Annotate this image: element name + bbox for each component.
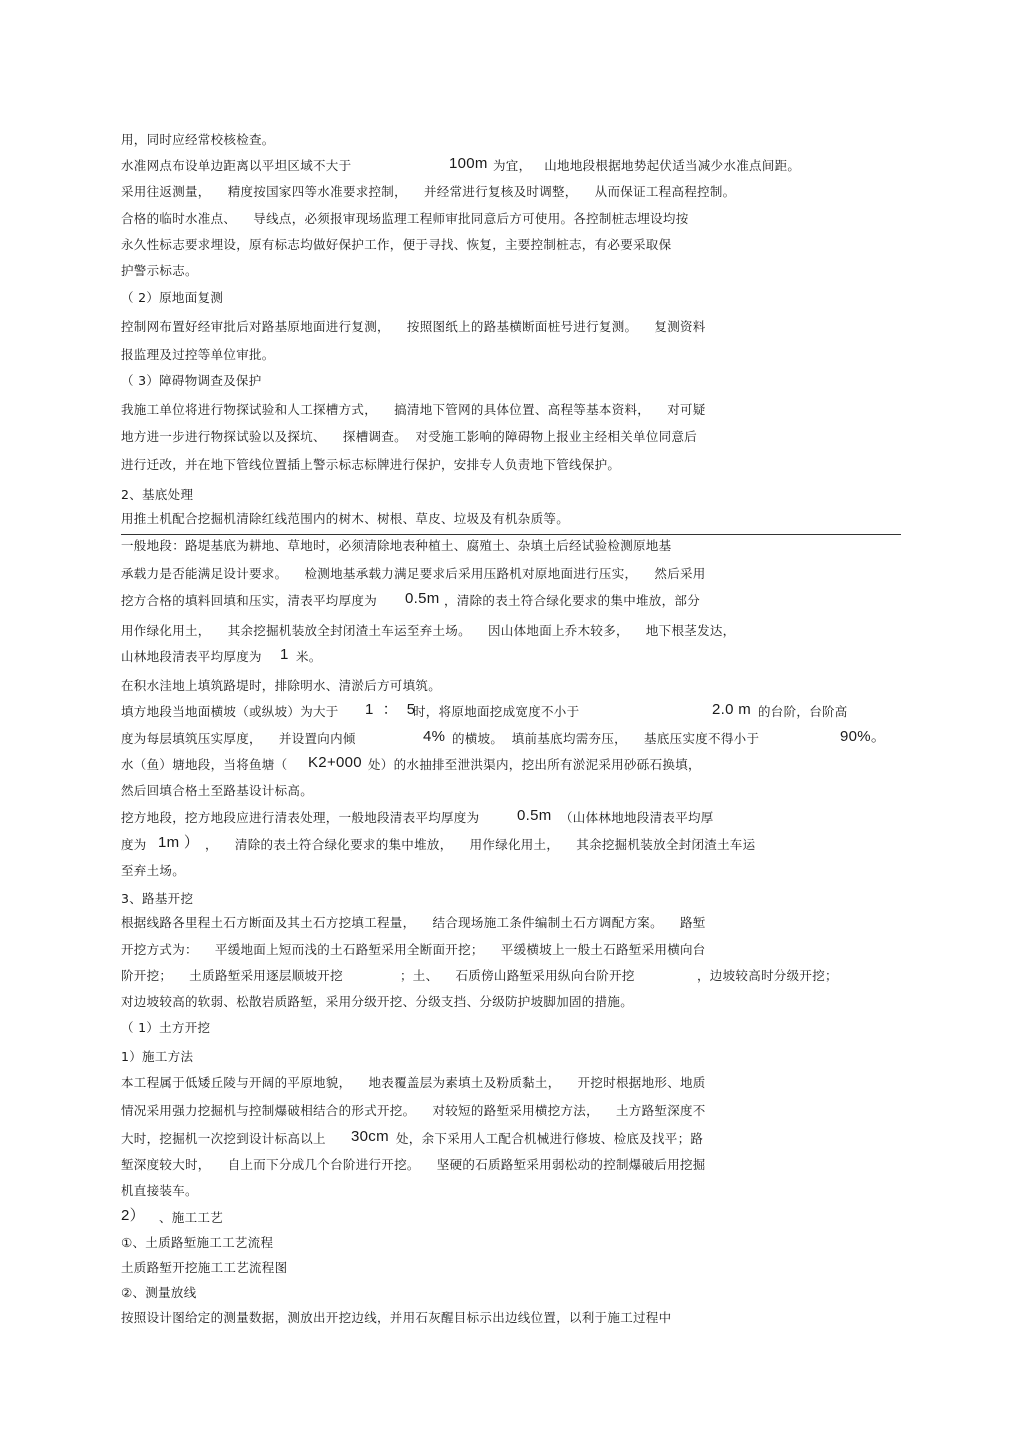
text-line-value: 4%	[423, 728, 446, 745]
text-line: ， 清除的表土符合绿化要求的集中堆放， 用作绿化用土， 其余挖掘机装放全封闭渣土车运	[205, 837, 756, 852]
text-line: 阶开挖； 土质路堑采用逐层顺坡开挖	[121, 968, 343, 983]
text-line: 填方地段当地面横坡（或纵坡）为大于	[121, 704, 339, 719]
text-line: 至弃土场。	[121, 863, 186, 878]
text-line: 山林地段清表平均厚度为	[121, 649, 262, 664]
text-line-value: 100m	[449, 155, 488, 172]
text-line: 度为每层填筑压实厚度， 并设置向内倾	[121, 731, 356, 746]
text-line: 用推土机配合挖掘机清除红线范围内的树木、树根、草皮、垃圾及有机杂质等。	[121, 511, 570, 526]
text-line: 用，同时应经常校核检查。	[121, 132, 275, 147]
text-line: 在积水洼地上填筑路堤时，排除明水、清淤后方可填筑。	[121, 678, 442, 693]
text-line: 土质路堑开挖施工工艺流程图	[121, 1260, 288, 1275]
text-line-value: 90%。	[840, 728, 887, 745]
text-line: 的台阶，台阶高	[758, 704, 848, 719]
text-line: 报监理及过控等单位审批。	[121, 347, 275, 362]
text-line: 地方进一步进行物探试验以及探坑、 探槽调查。 对受施工影响的障碍物上报业主经相关单位同意后	[121, 429, 698, 444]
text-line: ，边坡较高时分级开挖；	[697, 968, 838, 983]
section-heading: 1）施工方法	[121, 1049, 194, 1064]
text-line: 对边坡较高的软弱、松散岩质路堑，采用分级开挖、分级支挡、分级防护坡脚加固的措施。	[121, 994, 634, 1009]
text-line: 情况采用强力挖掘机与控制爆破相结合的形式开挖。 对较短的路堑采用横挖方法， 土方路堑深度不	[121, 1103, 706, 1118]
text-line-value: 30cm	[351, 1128, 389, 1145]
text-line: 一般地段：路堤基底为耕地、草地时，必须清除地表种植土、腐殖土、杂填土后经试验检测原地基	[121, 538, 672, 553]
text-line: 承载力是否能满足设计要求。 检测地基承载力满足要求后采用压路机对原地面进行压实， 然后采用	[121, 566, 706, 581]
section-heading: （ 3）障碍物调查及保护	[121, 373, 262, 388]
text-line-value: 0.5m	[517, 807, 552, 824]
text-line: 的横坡。 填前基底均需夯压， 基底压实度不得小于	[452, 731, 760, 746]
text-line: 我施工单位将进行物探试验和人工探槽方式， 搞清地下管网的具体位置、高程等基本资料， 对可疑	[121, 402, 706, 417]
text-line: 本工程属于低矮丘陵与开阔的平原地貌， 地表覆盖层为素填土及粉质黏土， 开挖时根据地形、地质	[121, 1075, 706, 1090]
text-line-value: 0.5m	[405, 590, 440, 607]
text-line: 按照设计图给定的测量数据，测放出开挖边线，并用石灰醒目标示出边线位置，以利于施工过程中	[121, 1310, 672, 1325]
text-line: 为宜， 山地地段根据地势起伏适当减少水准点间距。	[493, 158, 801, 173]
text-line: ；土、 石质傍山路堑采用纵向台阶开挖	[400, 968, 635, 983]
text-line: 用作绿化用土， 其余挖掘机装放全封闭渣土车运至弃土场。 因山体地面上乔木较多， 地下根茎发达，	[121, 623, 736, 638]
text-line-value: K2+000	[308, 754, 362, 771]
text-line: 大时，挖掘机一次挖到设计标高以上	[121, 1131, 326, 1146]
text-line: ，清除的表土符合绿化要求的集中堆放，部分	[444, 593, 701, 608]
text-line: 进行迁改，并在地下管线位置插上警示标志标牌进行保护，安排专人负责地下管线保护。	[121, 457, 621, 472]
text-line: ①、土质路堑施工工艺流程	[121, 1235, 274, 1250]
text-line: 时，将原地面挖成宽度不小于	[413, 704, 580, 719]
text-line: 水准网点布设单边距离以平坦区域不大于	[121, 158, 352, 173]
text-line-value: 1	[280, 646, 289, 663]
section-heading-number: 2）	[121, 1207, 145, 1224]
text-line: 合格的临时水准点、 导线点，必须报审现场监理工程师审批同意后方可使用。各控制桩志埋设均按	[121, 211, 689, 226]
text-line: 然后回填合格土至路基设计标高。	[121, 783, 314, 798]
section-heading: （ 2）原地面复测	[121, 290, 224, 305]
text-line: 堑深度较大时， 自上而下分成几个台阶进行开挖。 坚硬的石质路堑采用弱松动的控制爆破后用挖掘	[121, 1157, 706, 1172]
text-line: 米。	[296, 649, 322, 664]
text-line: 挖方合格的填料回填和压实，清表平均厚度为	[121, 593, 378, 608]
horizontal-divider	[121, 534, 901, 535]
text-line: （山体林地地段清表平均厚	[560, 810, 714, 825]
text-line: 水（鱼）塘地段，当将鱼塘（	[121, 757, 288, 772]
text-line-value: 1m ）	[158, 834, 200, 851]
text-line: 度为	[121, 837, 147, 852]
text-line: 根据线路各里程土石方断面及其土石方挖填工程量， 结合现场施工条件编制土石方调配方案。 路堑	[121, 915, 706, 930]
text-line: 处，余下采用人工配合机械进行修坡、检底及找平；路	[396, 1131, 704, 1146]
text-line: 机直接装车。	[121, 1183, 198, 1198]
section-heading: 、施工工艺	[159, 1210, 224, 1225]
text-line: 挖方地段，挖方地段应进行清表处理，一般地段清表平均厚度为	[121, 810, 480, 825]
section-heading: 3、路基开挖	[121, 891, 194, 906]
text-line: 永久性标志要求埋设，原有标志均做好保护工作，便于寻找、恢复，主要控制桩志，有必要采取保	[121, 237, 672, 252]
text-line: ②、测量放线	[121, 1285, 197, 1300]
text-line: 控制网布置好经审批后对路基原地面进行复测， 按照图纸上的路基横断面桩号进行复测。 复测资料	[121, 319, 706, 334]
text-line-value: 2.0 m	[712, 701, 752, 718]
text-line: 开挖方式为： 平缓地面上短而浅的土石路堑采用全断面开挖； 平缓横坡上一般土石路堑采用横向台	[121, 942, 706, 957]
text-line: 采用往返测量， 精度按国家四等水准要求控制， 并经常进行复核及时调整， 从而保证工程高程控制。	[121, 184, 736, 199]
text-line-value: 1 ： 5	[365, 701, 416, 718]
text-line: 护警示标志。	[121, 263, 198, 278]
text-line: 处）的水抽排至泄洪渠内，挖出所有淤泥采用砂砾石换填，	[368, 757, 701, 772]
section-heading: （ 1）土方开挖	[121, 1020, 211, 1035]
section-heading: 2、基底处理	[121, 487, 194, 502]
